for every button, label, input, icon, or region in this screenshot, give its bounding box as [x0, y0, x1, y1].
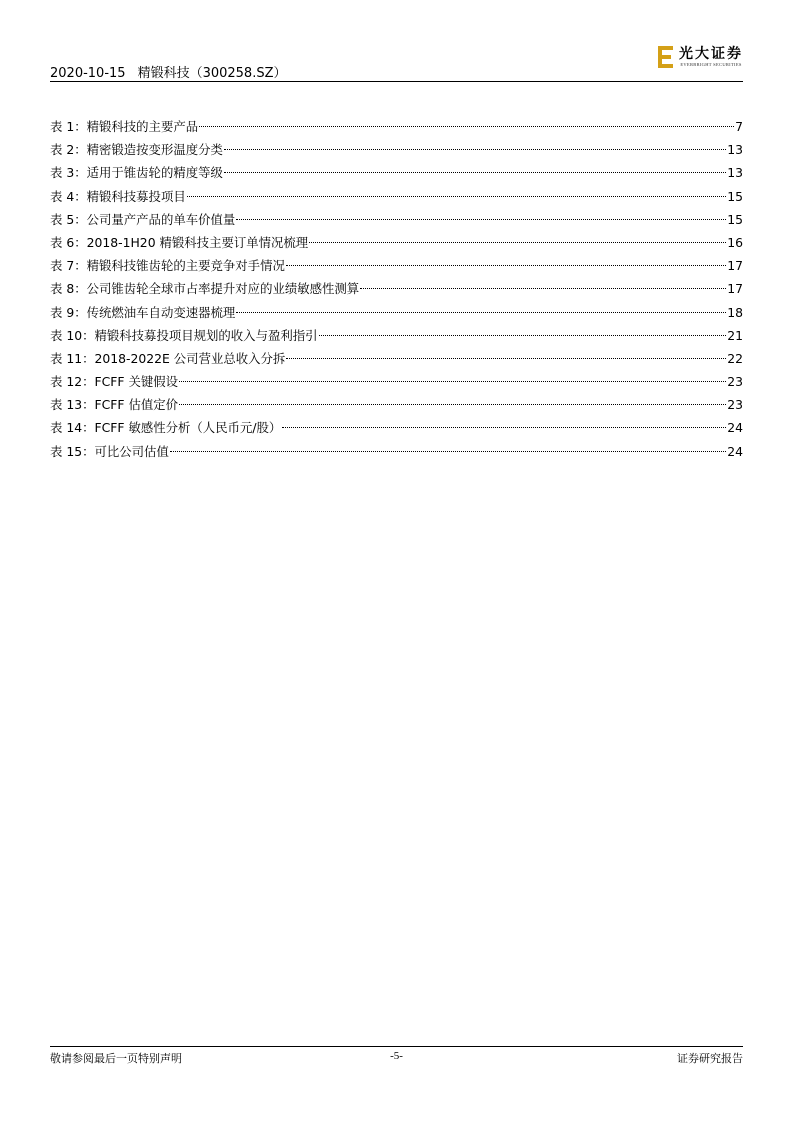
toc-entry-label: 表 15：可比公司估值 — [50, 443, 169, 459]
toc-entry-page: 17 — [727, 281, 743, 297]
toc-leader-dots — [224, 172, 726, 173]
toc-entry[interactable] — [50, 324, 743, 347]
toc-entry-page: 23 — [727, 374, 743, 390]
toc-entry[interactable] — [50, 416, 743, 439]
toc-entry-page: 17 — [727, 258, 743, 274]
toc-entry-page: 24 — [727, 420, 743, 436]
toc-leader-dots — [286, 265, 726, 266]
toc-leader-dots — [199, 126, 734, 127]
toc-entry[interactable] — [50, 208, 743, 231]
toc-entry-page: 18 — [727, 304, 743, 320]
toc-entry[interactable] — [50, 370, 743, 393]
brand-logo — [657, 44, 743, 70]
toc-leader-dots — [224, 149, 726, 150]
toc-entry[interactable] — [50, 347, 743, 370]
page-header — [50, 46, 743, 82]
toc-entry[interactable] — [50, 161, 743, 184]
toc-entry-page: 24 — [727, 443, 743, 459]
page-footer — [50, 1050, 743, 1068]
toc-entry-page: 7 — [735, 119, 743, 134]
toc-entry[interactable] — [50, 185, 743, 208]
toc-entry-label: 表 11：2018-2022E 公司营业总收入分拆 — [50, 350, 286, 366]
toc-entry-label: 表 7：精锻科技锥齿轮的主要竞争对手情况 — [50, 258, 285, 274]
toc-entry[interactable] — [50, 254, 743, 277]
header-info — [50, 62, 286, 81]
toc-entry[interactable] — [50, 393, 743, 416]
toc-entry-page: 21 — [727, 327, 743, 343]
toc-leader-dots — [286, 358, 726, 359]
toc-leader-dots — [179, 381, 726, 382]
toc-entry-label: 表 6：2018-1H20 精锻科技主要订单情况梳理 — [50, 234, 309, 250]
table-of-tables — [50, 115, 743, 463]
toc-leader-dots — [319, 335, 727, 336]
logo-chinese-name: 光大证券 — [679, 46, 743, 62]
toc-entry[interactable] — [50, 277, 743, 300]
toc-entry[interactable] — [50, 138, 743, 161]
everbright-logo-icon — [657, 45, 675, 69]
toc-leader-dots — [309, 242, 726, 243]
toc-leader-dots — [360, 288, 726, 289]
toc-entry-label: 表 8：公司锥齿轮全球市占率提升对应的业绩敏感性测算 — [50, 281, 360, 297]
page-number: -5- — [390, 1050, 403, 1062]
toc-entry-label: 表 5：公司量产产品的单车价值量 — [50, 211, 236, 227]
header-divider — [50, 81, 743, 82]
toc-leader-dots — [236, 312, 726, 313]
report-date: 2020-10-15 — [50, 66, 126, 81]
toc-entry-page: 16 — [727, 234, 743, 250]
toc-entry-label: 表 4：精锻科技募投项目 — [50, 188, 186, 204]
toc-entry[interactable] — [50, 301, 743, 324]
toc-leader-dots — [236, 219, 726, 220]
toc-entry-label: 表 12：FCFF 关键假设 — [50, 374, 179, 390]
toc-entry-label: 表 3：适用于锥齿轮的精度等级 — [50, 165, 223, 181]
toc-entry[interactable] — [50, 115, 743, 138]
toc-entry-label: 表 2：精密锻造按变形温度分类 — [50, 142, 223, 158]
toc-entry-page: 15 — [727, 211, 743, 227]
company-name: 精锻科技（300258.SZ） — [137, 66, 287, 81]
toc-leader-dots — [179, 404, 726, 405]
toc-entry-page: 23 — [727, 397, 743, 413]
toc-leader-dots — [187, 196, 726, 197]
report-type: 证券研究报告 — [677, 1052, 743, 1065]
disclaimer-note: 敬请参阅最后一页特别声明 — [50, 1052, 182, 1065]
toc-entry-page: 13 — [727, 142, 743, 158]
toc-entry-label: 表 1：精锻科技的主要产品 — [50, 119, 199, 134]
toc-entry[interactable] — [50, 231, 743, 254]
toc-leader-dots — [282, 427, 726, 428]
toc-entry-label: 表 13：FCFF 估值定价 — [50, 397, 179, 413]
toc-entry-label: 表 14：FCFF 敏感性分析（人民币元/股） — [50, 420, 282, 436]
toc-entry-label: 表 9：传统燃油车自动变速器梳理 — [50, 304, 236, 320]
toc-entry-page: 15 — [727, 188, 743, 204]
logo-english-name: EVERBRIGHT SECURITIES — [680, 62, 742, 67]
toc-entry[interactable] — [50, 440, 743, 463]
footer-divider — [50, 1046, 743, 1047]
toc-entry-label: 表 10：精锻科技募投项目规划的收入与盈利指引 — [50, 327, 318, 343]
toc-entry-page: 22 — [727, 350, 743, 366]
toc-entry-page: 13 — [727, 165, 743, 181]
toc-leader-dots — [170, 451, 726, 452]
